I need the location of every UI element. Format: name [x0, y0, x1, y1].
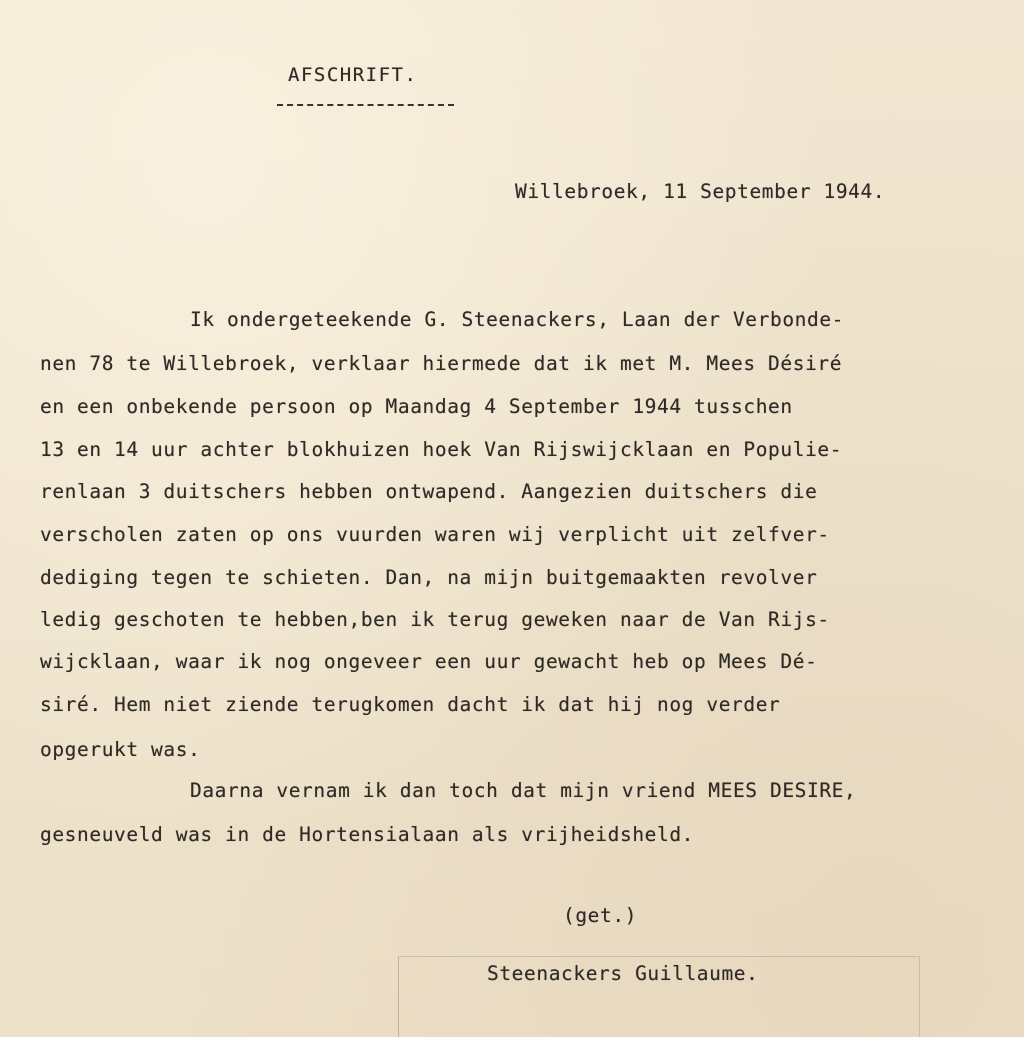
body-line: en een onbekende persoon op Maandag 4 September 1944 tusschen — [40, 395, 793, 418]
body-line: verscholen zaten op ons vuurden waren wij verplicht uit zelfver- — [40, 523, 830, 546]
body-line: gesneuveld was in de Hortensialaan als vrijheidsheld. — [40, 823, 695, 846]
body-line: renlaan 3 duitschers hebben ontwapend. Aangezien duitschers die — [40, 480, 818, 503]
body-line: siré. Hem niet ziende terugkomen dacht ik dat hij nog verder — [40, 693, 781, 716]
body-line: opgerukt was. — [40, 738, 201, 761]
document-heading: AFSCHRIFT. — [288, 64, 418, 86]
heading-underline — [277, 104, 454, 106]
signatory-name: Steenackers Guillaume. — [487, 962, 759, 985]
body-line: 13 en 14 uur achter blokhuizen hoek Van Rijswijcklaan en Populie- — [40, 438, 843, 461]
body-line: dediging tegen te schieten. Dan, na mijn buitgemaakten revolver — [40, 566, 818, 589]
signed-marker: (get.) — [563, 904, 638, 927]
body-line: wijcklaan, waar ik nog ongeveer een uur gewacht heb op Mees Dé- — [40, 650, 818, 673]
body-line: nen 78 te Willebroek, verklaar hiermede dat ik met M. Mees Désiré — [40, 352, 843, 375]
body-line: ledig geschoten te hebben,ben ik terug geweken naar de Van Rijs- — [40, 608, 830, 631]
body-line: Daarna vernam ik dan toch dat mijn vriend MEES DESIRE, — [190, 779, 857, 802]
body-line: Ik ondergeteekende G. Steenackers, Laan der Verbonde- — [190, 308, 845, 331]
dateline: Willebroek, 11 September 1944. — [515, 180, 886, 203]
